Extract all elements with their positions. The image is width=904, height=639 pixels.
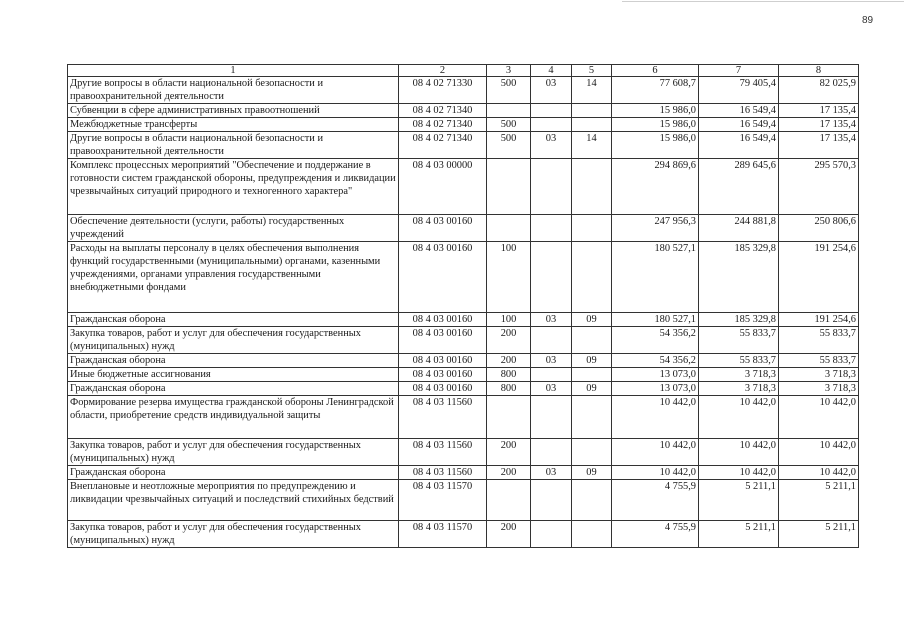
subsection-cell: 09 xyxy=(572,466,612,480)
code-cell: 08 4 03 11560 xyxy=(399,466,487,480)
header-cell: 7 xyxy=(699,65,779,77)
code-cell: 08 4 03 11560 xyxy=(399,439,487,466)
code-cell: 08 4 03 00160 xyxy=(399,242,487,313)
amount-cell-year1: 10 442,0 xyxy=(612,466,699,480)
amount-cell-year1: 15 986,0 xyxy=(612,132,699,159)
kvr-cell: 100 xyxy=(487,242,531,313)
kvr-cell: 200 xyxy=(487,354,531,368)
amount-cell-year2: 3 718,3 xyxy=(699,368,779,382)
amount-cell-year3: 3 718,3 xyxy=(779,382,859,396)
table-row xyxy=(68,104,859,118)
row-name-cell: Закупка товаров, работ и услуг для обеспечения государственных (муниципальных) нужд xyxy=(68,439,399,466)
amount-cell-year1: 77 608,7 xyxy=(612,77,699,104)
row-name-cell: Комплекс процессных мероприятий "Обеспечение и поддержание в готовности систем гражданской обороны, предупреждения и ликвидации чрезвычайных ситуаций природного и техногенного характера" xyxy=(68,159,399,215)
subsection-cell xyxy=(572,396,612,439)
table-header-row xyxy=(68,65,859,77)
amount-cell-year3: 10 442,0 xyxy=(779,439,859,466)
amount-cell-year1: 10 442,0 xyxy=(612,396,699,439)
row-name-cell: Субвенции в сфере административных правоотношений xyxy=(68,104,399,118)
code-cell: 08 4 03 00160 xyxy=(399,368,487,382)
amount-cell-year1: 13 073,0 xyxy=(612,368,699,382)
budget-table xyxy=(67,64,859,548)
subsection-cell xyxy=(572,159,612,215)
kvr-cell xyxy=(487,104,531,118)
table-row xyxy=(68,77,859,104)
code-cell: 08 4 03 00160 xyxy=(399,215,487,242)
subsection-cell xyxy=(572,242,612,313)
code-cell: 08 4 03 00160 xyxy=(399,382,487,396)
subsection-cell xyxy=(572,368,612,382)
kvr-cell xyxy=(487,215,531,242)
amount-cell-year2: 5 211,1 xyxy=(699,480,779,521)
code-cell: 08 4 02 71340 xyxy=(399,118,487,132)
kvr-cell: 100 xyxy=(487,313,531,327)
amount-cell-year2: 10 442,0 xyxy=(699,466,779,480)
kvr-cell: 500 xyxy=(487,77,531,104)
amount-cell-year2: 3 718,3 xyxy=(699,382,779,396)
amount-cell-year1: 180 527,1 xyxy=(612,313,699,327)
row-name-cell: Закупка товаров, работ и услуг для обеспечения государственных (муниципальных) нужд xyxy=(68,521,399,548)
kvr-cell: 200 xyxy=(487,466,531,480)
subsection-cell xyxy=(572,439,612,466)
row-name-cell: Обеспечение деятельности (услуги, работы) государственных учреждений xyxy=(68,215,399,242)
section-cell xyxy=(531,242,572,313)
page-number: 89 xyxy=(862,15,874,26)
row-name-cell: Другие вопросы в области национальной безопасности и правоохранительной деятельности xyxy=(68,132,399,159)
amount-cell-year2: 55 833,7 xyxy=(699,327,779,354)
row-name-cell: Гражданская оборона xyxy=(68,382,399,396)
table-row xyxy=(68,159,859,215)
top-rule xyxy=(622,1,904,2)
section-cell xyxy=(531,396,572,439)
section-cell: 03 xyxy=(531,132,572,159)
kvr-cell: 200 xyxy=(487,521,531,548)
subsection-cell xyxy=(572,327,612,354)
kvr-cell: 200 xyxy=(487,439,531,466)
amount-cell-year3: 191 254,6 xyxy=(779,242,859,313)
row-name-cell: Формирование резерва имущества гражданской обороны Ленинградской области, приобретение средств индивидуальной защиты xyxy=(68,396,399,439)
section-cell xyxy=(531,159,572,215)
amount-cell-year2: 244 881,8 xyxy=(699,215,779,242)
table-row xyxy=(68,368,859,382)
table-row xyxy=(68,439,859,466)
header-cell: 5 xyxy=(572,65,612,77)
amount-cell-year3: 5 211,1 xyxy=(779,480,859,521)
kvr-cell xyxy=(487,480,531,521)
subsection-cell xyxy=(572,215,612,242)
amount-cell-year3: 10 442,0 xyxy=(779,396,859,439)
row-name-cell: Гражданская оборона xyxy=(68,354,399,368)
amount-cell-year3: 10 442,0 xyxy=(779,466,859,480)
amount-cell-year1: 15 986,0 xyxy=(612,118,699,132)
row-name-cell: Гражданская оборона xyxy=(68,313,399,327)
amount-cell-year3: 17 135,4 xyxy=(779,118,859,132)
amount-cell-year2: 10 442,0 xyxy=(699,439,779,466)
table-row xyxy=(68,354,859,368)
amount-cell-year3: 82 025,9 xyxy=(779,77,859,104)
amount-cell-year3: 17 135,4 xyxy=(779,132,859,159)
table-row xyxy=(68,396,859,439)
section-cell: 03 xyxy=(531,466,572,480)
section-cell: 03 xyxy=(531,354,572,368)
amount-cell-year3: 55 833,7 xyxy=(779,354,859,368)
section-cell xyxy=(531,118,572,132)
kvr-cell: 800 xyxy=(487,368,531,382)
code-cell: 08 4 02 71340 xyxy=(399,132,487,159)
amount-cell-year3: 191 254,6 xyxy=(779,313,859,327)
table-row xyxy=(68,466,859,480)
amount-cell-year3: 55 833,7 xyxy=(779,327,859,354)
amount-cell-year3: 5 211,1 xyxy=(779,521,859,548)
row-name-cell: Закупка товаров, работ и услуг для обеспечения государственных (муниципальных) нужд xyxy=(68,327,399,354)
table-row xyxy=(68,382,859,396)
kvr-cell xyxy=(487,159,531,215)
code-cell: 08 4 03 11570 xyxy=(399,521,487,548)
header-cell: 6 xyxy=(612,65,699,77)
row-name-cell: Расходы на выплаты персоналу в целях обеспечения выполнения функций государственными (муниципальными) органами, казенными учреждениями, органами управления государственными внебюджетными фондами xyxy=(68,242,399,313)
table-row xyxy=(68,480,859,521)
row-name-cell: Иные бюджетные ассигнования xyxy=(68,368,399,382)
code-cell: 08 4 03 11560 xyxy=(399,396,487,439)
code-cell: 08 4 02 71330 xyxy=(399,77,487,104)
amount-cell-year2: 16 549,4 xyxy=(699,104,779,118)
amount-cell-year2: 16 549,4 xyxy=(699,118,779,132)
table-row xyxy=(68,313,859,327)
subsection-cell xyxy=(572,521,612,548)
section-cell xyxy=(531,439,572,466)
code-cell: 08 4 03 00160 xyxy=(399,354,487,368)
code-cell: 08 4 02 71340 xyxy=(399,104,487,118)
amount-cell-year2: 185 329,8 xyxy=(699,313,779,327)
row-name-cell: Гражданская оборона xyxy=(68,466,399,480)
subsection-cell xyxy=(572,104,612,118)
section-cell xyxy=(531,215,572,242)
header-cell: 2 xyxy=(399,65,487,77)
header-cell: 3 xyxy=(487,65,531,77)
subsection-cell: 09 xyxy=(572,354,612,368)
kvr-cell: 800 xyxy=(487,382,531,396)
kvr-cell: 500 xyxy=(487,132,531,159)
amount-cell-year3: 250 806,6 xyxy=(779,215,859,242)
header-cell: 4 xyxy=(531,65,572,77)
amount-cell-year1: 54 356,2 xyxy=(612,327,699,354)
code-cell: 08 4 03 00160 xyxy=(399,327,487,354)
amount-cell-year1: 4 755,9 xyxy=(612,521,699,548)
amount-cell-year2: 185 329,8 xyxy=(699,242,779,313)
subsection-cell xyxy=(572,480,612,521)
code-cell: 08 4 03 00000 xyxy=(399,159,487,215)
header-cell: 8 xyxy=(779,65,859,77)
section-cell xyxy=(531,480,572,521)
code-cell: 08 4 03 00160 xyxy=(399,313,487,327)
amount-cell-year1: 294 869,6 xyxy=(612,159,699,215)
subsection-cell: 09 xyxy=(572,382,612,396)
kvr-cell: 200 xyxy=(487,327,531,354)
subsection-cell: 14 xyxy=(572,132,612,159)
row-name-cell: Внеплановые и неотложные мероприятия по предупреждению и ликвидации чрезвычайных ситуаций и последствий стихийных бедствий xyxy=(68,480,399,521)
table-row xyxy=(68,521,859,548)
section-cell xyxy=(531,327,572,354)
kvr-cell: 500 xyxy=(487,118,531,132)
subsection-cell: 14 xyxy=(572,77,612,104)
amount-cell-year2: 5 211,1 xyxy=(699,521,779,548)
table-row xyxy=(68,132,859,159)
subsection-cell xyxy=(572,118,612,132)
table-row xyxy=(68,118,859,132)
section-cell: 03 xyxy=(531,77,572,104)
row-name-cell: Межбюджетные трансферты xyxy=(68,118,399,132)
amount-cell-year3: 3 718,3 xyxy=(779,368,859,382)
amount-cell-year1: 10 442,0 xyxy=(612,439,699,466)
amount-cell-year2: 79 405,4 xyxy=(699,77,779,104)
amount-cell-year3: 17 135,4 xyxy=(779,104,859,118)
amount-cell-year2: 16 549,4 xyxy=(699,132,779,159)
section-cell xyxy=(531,368,572,382)
row-name-cell: Другие вопросы в области национальной безопасности и правоохранительной деятельности xyxy=(68,77,399,104)
section-cell: 03 xyxy=(531,382,572,396)
section-cell: 03 xyxy=(531,313,572,327)
amount-cell-year2: 289 645,6 xyxy=(699,159,779,215)
amount-cell-year1: 180 527,1 xyxy=(612,242,699,313)
amount-cell-year1: 4 755,9 xyxy=(612,480,699,521)
amount-cell-year2: 55 833,7 xyxy=(699,354,779,368)
section-cell xyxy=(531,104,572,118)
subsection-cell: 09 xyxy=(572,313,612,327)
amount-cell-year3: 295 570,3 xyxy=(779,159,859,215)
amount-cell-year1: 247 956,3 xyxy=(612,215,699,242)
code-cell: 08 4 03 11570 xyxy=(399,480,487,521)
amount-cell-year2: 10 442,0 xyxy=(699,396,779,439)
amount-cell-year1: 15 986,0 xyxy=(612,104,699,118)
table-row xyxy=(68,327,859,354)
table-row xyxy=(68,242,859,313)
table-row xyxy=(68,215,859,242)
amount-cell-year1: 13 073,0 xyxy=(612,382,699,396)
section-cell xyxy=(531,521,572,548)
header-cell: 1 xyxy=(68,65,399,77)
kvr-cell xyxy=(487,396,531,439)
amount-cell-year1: 54 356,2 xyxy=(612,354,699,368)
